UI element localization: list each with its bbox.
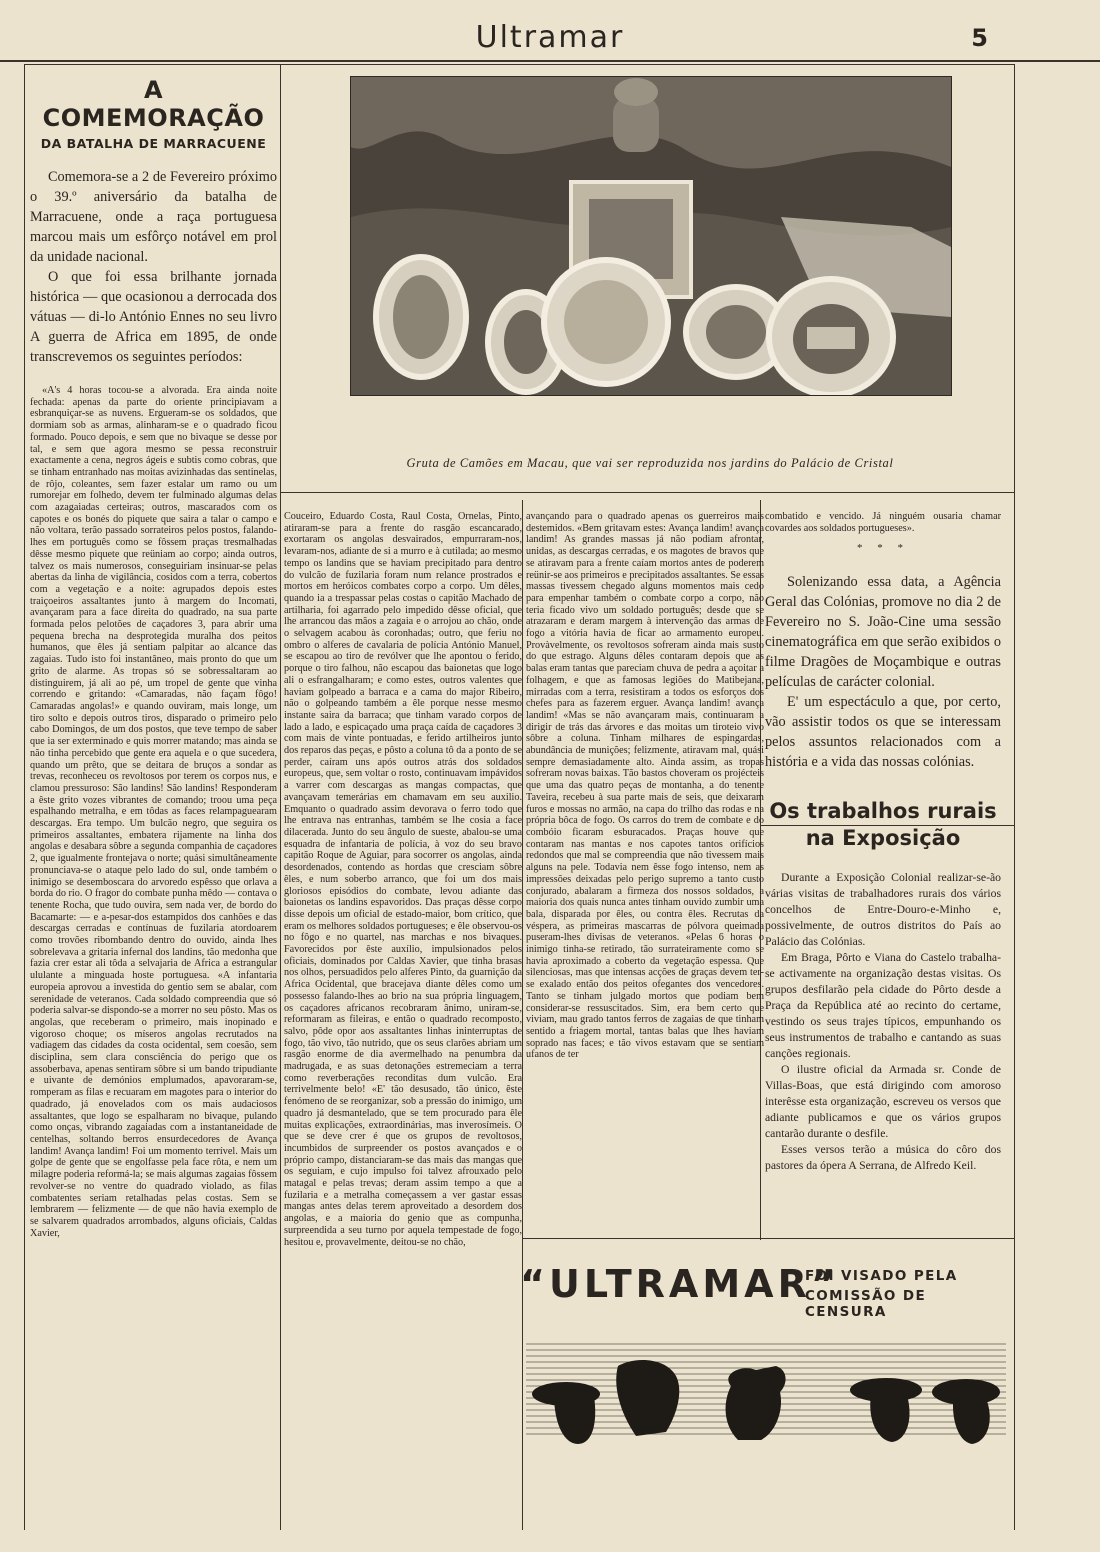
rural-headline bbox=[765, 792, 1001, 852]
quote-text-column-1 bbox=[30, 385, 277, 1387]
rural-paragraph: Durante a Exposição Colonial realizar-se-ão várias visitas de trabalhadores rurais dos vários concelhos de Entre-Douro-e-Minho e, possivelmente, de outros distritos do País ao Palácio das Colónias. bbox=[765, 871, 1001, 949]
ad-illustration bbox=[526, 1336, 1006, 1456]
frame-left-rule bbox=[24, 64, 25, 1530]
censor-top-rule bbox=[522, 1238, 1014, 1239]
column-rule-2 bbox=[522, 500, 523, 1530]
quote-text-column-3 bbox=[526, 511, 764, 1229]
article-column-4 bbox=[765, 511, 1001, 1174]
censorship-title: “ULTRAMAR” bbox=[520, 1262, 840, 1306]
rural-paragraph: Em Braga, Pôrto e Viana do Castelo trabalha-se activamente na organização destas visitas. Os grupos desfilarão pela cidade do Pôrto desde a Praça da República até ao recinto do certame, vestindo os seus trajes típicos, empunhando os seus instrumentos de trabalho e cantando as suas canções regionais. bbox=[765, 951, 1001, 1061]
quote-paragraph: «A's 4 horas tocou-se a alvorada. Era ainda noite fechada: apenas da parte do oriente principiavam a esbranquiçar-se as nuvens. Ergueram-se os soldados, que dormiam sob as armas, alinharam-se e o quadrado ficou formado. Pouco depois, e sem que no bivaque se desse por tal, e sem que agora mesmo se pessa reconstruir exactamente a cena, negros ágeis e subtis como cobras, que se tinham entranhado nas moitas avizinhadas das sentinelas, de rôjo, coleantes, sem fazer estalar um ramo ou um rumorejar em folhedo, devem ter fulminado algumas delas com azagaiadas certeiras; outros, mascarados com os capotes e os bonés do piquete que saira a talar o campo e não voltara, terão passado sorrateiros pelos postos, falando-lhes em português como se fôssem praças tresmalhadas dêsse mesmo piquete que reüniam ao corpo; ainda outros, talvez os mais numerosos, conseguiriam insinuar-se pelas abertas da linha de vigilância, cosidos com a terra, cobertos com a vegetação e a noite: agrupados depois estes traiçoeiros assaltantes junto à margem do Incomati, avançaram para a face direita do quadrado, na sua parte formada pelos pelotões de caçadores 3, para abrir uma pequena brecha na desprotegida muralha dos peitos humanos, que êles já sentiam palpitar ao alcance das zagaias. Tudo isto foi instantâneo, mais pronto do que um grito de alarme. As tropas só se sobressaltaram ao distinguirem, já ali ao pé, um tropel de gente que vinha correndo e gritando: «Camaradas, não façam fôgo! Camaradas angolas!» e quando ouviram, mais longe, um tiro solto e depois outros tiros, disparado o primeiro pelo cabo Domingos, de um dos postos, que teve tempo de saber que ia ser exterminado e quis morrer matando; mas ainda se não tinha percebido que gente era aquela e o que sucedera, quando um prêto, que se deitara de bruços a sondar as trevas, reconheceu os revoltosos por terem os corpos nus, e clamou pressuroso: São landins! São landins! Responderam a êste grito vozes vibrantes de comando; troou uma peça espalhando metralha, e em tôdas as faces relampaguearam descargas. Era tempo. Um bulcão negro, que seguira os primeiros assaltantes, embatera rijamente na linha dos angolas e desabara sôbre a segunda companhia de caçadores 2, que igualmente frontejava o norte; quási simultâneamente pronunciava-se o ataque pelo lado do sul, onde também o inimigo se desemboscara do arvoredo espêsso que orlava a borda do rio. O fragor do combate punha mêdo — contava o tenente Rocha, que tudo ouvira, sem nada ver, de bordo do Bacamarte: — e a-pesar-dos estampidos dos canhões e das descargas cerradas e contínuas de fuzilaria atordoarem como trovões ribombando dentro do ouvido, ainda lhes sobrelevava a gritaria infernal dos landins, tão medonha que fazia crer estar ali tôda a selvajaria de Africa a estrangular ululante a minguada hoste portuguesa. «A infantaria europeia aprovou a investida do gentio sem se abalar, com serenidade de veteranos. Cada soldado compreendia que só poderia salvar-se dispondo-se a morrer no seu pôsto. Mas os angolas, que receberam o primeiro, mais inopinado e vigoroso choque; os míseros angolas recrutados na vadiagem das cidades da costa ocidental, sem coesão, sem disciplina, sem clara consciência do perigo que os assoberbava, apenas sentiram sôbre si um bando tripudiante e uivante de demónios emplumados, apavoraram-se, romperam as filas e recuaram em magotes para o interior do quadrado, já enovelados com os mais audaciosos assaltantes, que logo se espalharam no bivaque, pulando como onças, vibrando zagaiadas com a instantaneidade de centelhas, soltando berros ensurdecedores de Avança landim! Avança landim! Foi um momento terrível. Mais um golpe de gente que se engolfasse pela face rôta, e nem um milagre poderia reformá-la; se mais algumas zagaias fôssem revolver-se no ventre do quadrado violado, as filas combatentes seriam retalhadas pelas costas. Sem se lembrarem — felizmente — de que não havia exemplo de se salvarem quadrados arrombados, alguns oficiais, Caldas Xavier, bbox=[30, 385, 277, 1239]
notice-paragraph: Solenizando essa data, a Agência Geral das Colónias, promove no dia 2 de Fevereiro no S. João-Cine uma sessão cinematográfica em que serão exibidos o filme Dragões de Moçambique e outras películas de carácter colonial. bbox=[765, 574, 1001, 691]
censorship-line-1: FOI VISADO PELA bbox=[805, 1268, 958, 1284]
quote-text-column-2 bbox=[284, 511, 522, 1529]
lead-paragraph: Comemora-se a 2 de Fevereiro próximo o 39.º aniversário da batalha de Marracuene, onde a raça portuguesa marcou mais um esfôrço notável em prol da unidade nacional. bbox=[30, 169, 277, 265]
cinema-notice bbox=[765, 572, 1001, 772]
section-stars: * * * bbox=[857, 542, 909, 555]
photo-caption: Gruta de Camões em Macau, que vai ser reproduzida nos jardins do Palácio de Cristal bbox=[406, 456, 894, 470]
frame-top-rule bbox=[24, 64, 1014, 65]
rural-headline-line2: na Exposição bbox=[805, 826, 961, 851]
censorship-notice bbox=[520, 1262, 1010, 1322]
article-column-1 bbox=[30, 70, 277, 1387]
notice-paragraph: E' um espectáculo a que, por certo, vão assistir todos os que se interessam pelos assuntos relacionados com a história e a vida das nossas colónias. bbox=[765, 694, 1001, 771]
masthead bbox=[0, 10, 1100, 62]
article-subheadline: DA BATALHA DE MARRACUENE bbox=[40, 136, 267, 151]
rural-headline-line1: Os trabalhos rurais bbox=[769, 799, 997, 824]
column-rule-1 bbox=[280, 64, 281, 1530]
quote-paragraph: Couceiro, Eduardo Costa, Raul Costa, Ornelas, Pinto, atiraram-se para a frente do rasgão escancarado, exortaram os angolas desvairados, empurraram-nos, levaram-nos, adiante de si a murro e à cutilada; ao mesmo tempo os landins que se haviam precipitado para dentro do vulcão de fuzilaria foram num relance prostrados e mortos em heróicos combates corpo a corpo. Um dêles, quando ia a trespassar pelas costas o capitão Machado de artilharia, foi agarrado pelo impedido dêsse oficial, que lhe arrancou das mãos a zagaia e o arrojou ao chão, onde o selvagem acabou às coronhadas; outro, que feriu no ombro o alferes de cavalaria de polícia António Manuel, se escapou ao tiro de revólver que lhe apontou o ferido, porque o tiro falhou, não escapou das baionetas que logo ali o esfrangalharam; e como estes, outros valentes que haviam golpeado a barraca e a cama do major Ribeiro, não o golpeando também a êle porque nesse mesmo instante saira da barraca; que tinham varado corpos de lado a lado, e espicaçado uma praça caída de caçadores 3 com mais de vinte pontuadas, e ferido artilheiros junto dos reparos das peças, e pôsto a coluna tô da a ponto de se perder, caíram uns após outros atrás dos soldados europeus, que, sem voltar o rosto, continuavam impávidos a varrer com descargas as mangas compactas, que avançavam temerárias em chamavam em seu auxilio. Emquanto o quadrado assim devorava o ferro todo que lhe entrava nas entranhas, também se lhe cosia a face dilacerada. Junto do seu ângulo de sueste, abalou-se uma esquadra de infantaria de polícia, à voz do seu bravo capitão Roque de Aguiar, para socorrer os angolas, ainda desordenados, contendo as hordas que cresciam sôbre êles, e num soberbo arranco, que foi um dos mais gloriosos episódios do combate, levou adiante das baionetas os landins espavoridos. Das praças dêsse corpo disse depois um oficial de estado-maior, bom crítico, que eram os melhores soldados portugueses; e êle observou-os no fôgo e no quartel, nas marchas e nos bivaques. Favorecidos por êste auxílio, impulsionados pelos oficiais, dominados por Caldas Xavier, que tinha brasas nos olhos, persuadidos pelo alferes Pinto, da guarnição da Africa Ocidental, que bracejava diante dêles como um possesso falando-lhes ao brio na sua própria linguagem, os caçadores africanos recobraram ânimo, uniram-se, reformaram as fileiras, e então o quadrado recomposto, salvo, pôde opor aos assaltantes linhas ininterruptas de fogo, tão vivo, tão nutrido, que os seus clarões abriam um rasgão enorme de dia avermelhado na penumbra da madrugada, e as suas detonações estremeciam a terra como reverberações reconditas dum vulcão. Era terrivelmente belo! «E' tão desusado, tão único, êste fenómeno de se reorganizar, sob a pressão do inimigo, um quadro já desmantelado, que se tem procurado para êle muitas explicações, extraordinárias, mas inverosímeis. O que se deve crer é que os grupos de revoltosos, incumbidos de surpreender os postos avançados e o próprio campo, distanciaram-se das mais das mangas que os seguiam, e cujo impulso foi talvez afrouxado pelo matagal e pelas trevas; deram assim tempo a que a fuzilaria e a metralha começassem a ver gastar essas mangas antes delas terem aproveitado a desordem dos angolas, e a maioria do genio que as compunha, surpreendida a seu turno por aquela tempestade de fogo, hesitou e, provavelmente, deitou-se no chão, bbox=[284, 511, 522, 1248]
photo-bottom-rule bbox=[280, 492, 1014, 493]
lead-paragraph: O que foi essa brilhante jornada histórica — que ocasionou a derrocada dos vátuas — di-lo António Ennes no seu livro A guerra de Africa em 1895, de onde transcrevemos os seguintes períodos: bbox=[30, 269, 277, 365]
article-lead bbox=[30, 167, 277, 367]
masthead-title: Ultramar bbox=[475, 20, 625, 55]
photo-grotto bbox=[350, 76, 952, 396]
article-headline: A COMEMORAÇÃO bbox=[42, 76, 265, 132]
rural-article-body bbox=[765, 870, 1001, 1174]
quote-paragraph: avançando para o quadrado apenas os guerreiros mais destemidos. «Bem gritavam estes: Avança landim! avança landim! As grandes massas já não podiam afrontar, unidas, as descargas cerradas, e os magotes de bravos que se atiravam para a frente caíam mortos antes de poderem reünir-se aos primeiros e precipitados assaltantes. Se essas massas tivessem chegado alguns momentos mais cedo para empenhar também o combate corpo a corpo, não teria ficado vivo um soldado português; desde que se atrazaram e deram margem à intervenção das armas de fogo a vitória havia de ficar ao armamento europeu. Provàvelmente, os revoltosos sofreram ainda mais susto do que estrago. Alguns dêles contaram depois que as balas eram tantas que pareciam chuva de pedra a açoitar a folhagem, e que as famosas legiões do Matibejana, mirradas com a terra, resistiram a todos os esforços dos chefes para as fazerem erguer. Avança landim! avança landim! «Mas se não avançaram mais, continuaram a dirigir de trás das árvores e das moitas um tiroteio vivo sôbre a coluna. Tinham milhares de espingardas, abundância de munições; felizmente, atiravam mal, quási sempre demasiadamente alto. Ainda assim, as tropas sofreram novas baixas. Tão bastos choveram os projécteis que uma das quatro peças de montanha, a do tenente Taveira, recebeu à sua parte mais de seis, que deixaram furos e mossas no armão, na capa do trilho das rodas e na própria bôca de fogo. Os carros do trem de combate e do combóio ficaram esburacados. Praças houve que contaram nas mantas e nos capotes tantos orifícios redondos que mal se compreendia que não tivessem mais alguns na pele. Todavia nem êsse fogo intenso, nem as impressões deixadas pelo perigo supremo a tanto custo conjurado, abalaram a firmeza dos nossos soldados, a maioria dos quais nunca antes tinham ouvido zumbir uma bala, disparada por êles, ou contra êles. Recrutas da véspera, as primeiras mascarras de pólvora queimada puseram-lhes divisas de veteranos. «Pelas 6 horas o inimigo tinha-se retirado, tão surrateiramente como se havia aproximado a coberto da vegetação espessa. Que silenciosas, mas que intensas acções de graças devem ter-se exalado então dos peitos ofegantes dos vencedores. Tanto se tinham julgado mortos que podiam bem considerar-se ressuscitados. Sim, era bem certo que viviam, mau grado tantos ferros de zagaias de que tinham sentido a friagem mortal, tantas balas que lhes haviam soprado nas faces; e tão vivos estavam que se sentiam ufanos de ter bbox=[526, 511, 764, 1061]
photo-illustration bbox=[351, 77, 951, 395]
rural-paragraph: O ilustre oficial da Armada sr. Conde de Villas-Boas, que está dirigindo com amoroso interêsse esta organização, escreveu os versos que adiante publicamos e que os vários grupos cantarão durante o desfile. bbox=[765, 1063, 1001, 1141]
frame-right-rule bbox=[1014, 64, 1015, 1530]
rural-paragraph: Esses versos terão a música do côro dos pastores da ópera A Serrana, de Alfredo Keil. bbox=[765, 1143, 1001, 1173]
quote-tail: combatido e vencido. Já ninguém ousaria chamar covardes aos soldados portugueses». bbox=[765, 511, 1001, 534]
censorship-line-2: COMISSÃO DE CENSURA bbox=[805, 1288, 927, 1320]
page-number: 5 bbox=[971, 24, 988, 52]
figures-illustration bbox=[526, 1336, 1006, 1456]
